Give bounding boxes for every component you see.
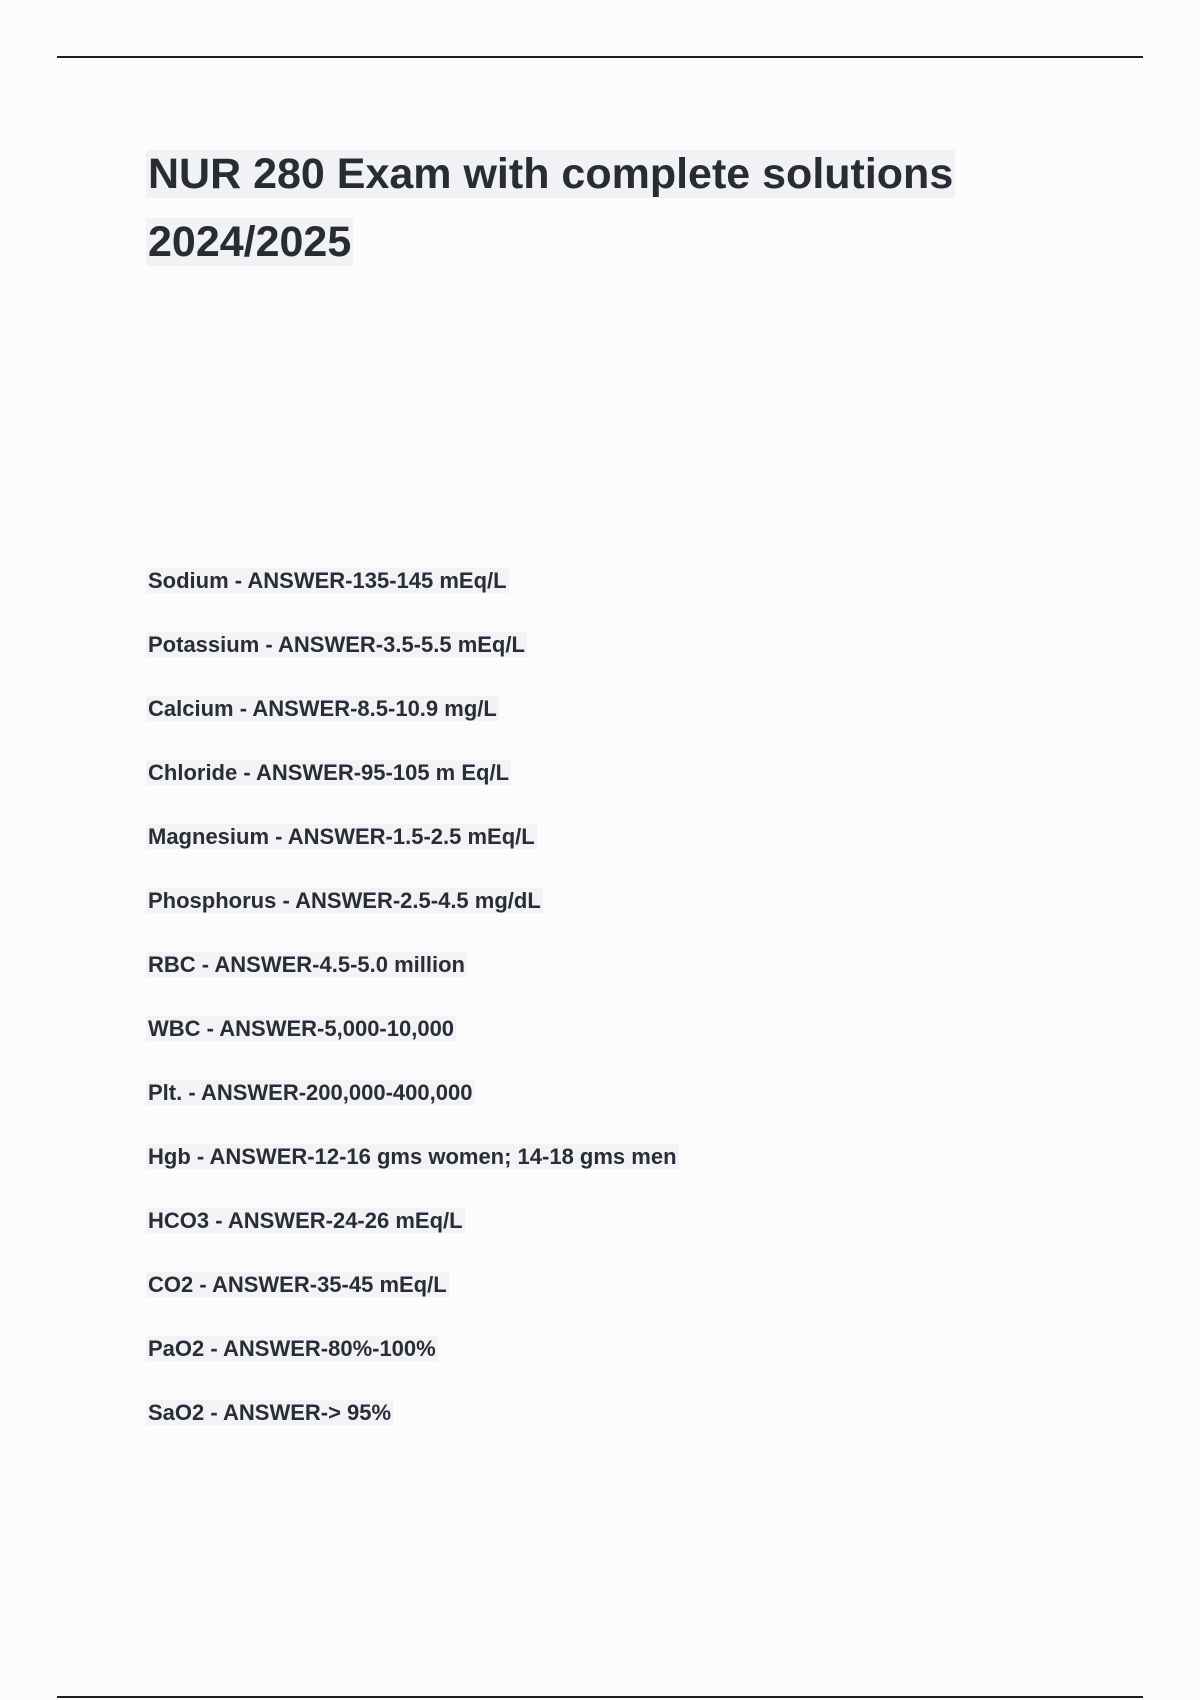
- list-item: [146, 1014, 679, 1078]
- list-item: [146, 822, 679, 886]
- page-title: [146, 140, 1046, 276]
- list-item: [146, 758, 679, 822]
- list-item: [146, 1398, 679, 1462]
- list-item: [146, 630, 679, 694]
- list-item-text: Chloride - ANSWER-95-105 m Eq/L: [148, 760, 510, 785]
- list-item: [146, 1334, 679, 1398]
- list-item-text: WBC - ANSWER-5,000-10,000: [148, 1016, 455, 1041]
- list-item-text: Sodium - ANSWER-135-145 mEq/L: [148, 568, 507, 593]
- list-item-text: Magnesium - ANSWER-1.5-2.5 mEq/L: [148, 824, 535, 849]
- list-item: [146, 886, 679, 950]
- list-item: [146, 1078, 679, 1142]
- list-item: [146, 1142, 679, 1206]
- list-item: [146, 566, 679, 630]
- list-item-text: Phosphorus - ANSWER-2.5-4.5 mg/dL: [148, 888, 541, 913]
- list-item-text: Plt. - ANSWER-200,000-400,000: [148, 1080, 473, 1105]
- list-item-text: PaO2 - ANSWER-80%-100%: [148, 1336, 436, 1361]
- list-item: [146, 950, 679, 1014]
- list-item-text: Calcium - ANSWER-8.5-10.9 mg/L: [148, 696, 497, 721]
- answer-list: [146, 566, 679, 1462]
- list-item-text: CO2 - ANSWER-35-45 mEq/L: [148, 1272, 447, 1297]
- list-item-text: SaO2 - ANSWER-> 95%: [148, 1400, 392, 1425]
- list-item: [146, 1270, 679, 1334]
- list-item-text: Potassium - ANSWER-3.5-5.5 mEq/L: [148, 632, 525, 657]
- page-title-text: NUR 280 Exam with complete solutions 2024/2025: [148, 150, 954, 266]
- list-item-text: Hgb - ANSWER-12-16 gms women; 14-18 gms men: [148, 1144, 677, 1169]
- list-item: [146, 1206, 679, 1270]
- bottom-divider: [57, 1696, 1143, 1698]
- list-item-text: RBC - ANSWER-4.5-5.0 million: [148, 952, 465, 977]
- list-item: [146, 694, 679, 758]
- top-divider: [57, 56, 1143, 58]
- list-item-text: HCO3 - ANSWER-24-26 mEq/L: [148, 1208, 463, 1233]
